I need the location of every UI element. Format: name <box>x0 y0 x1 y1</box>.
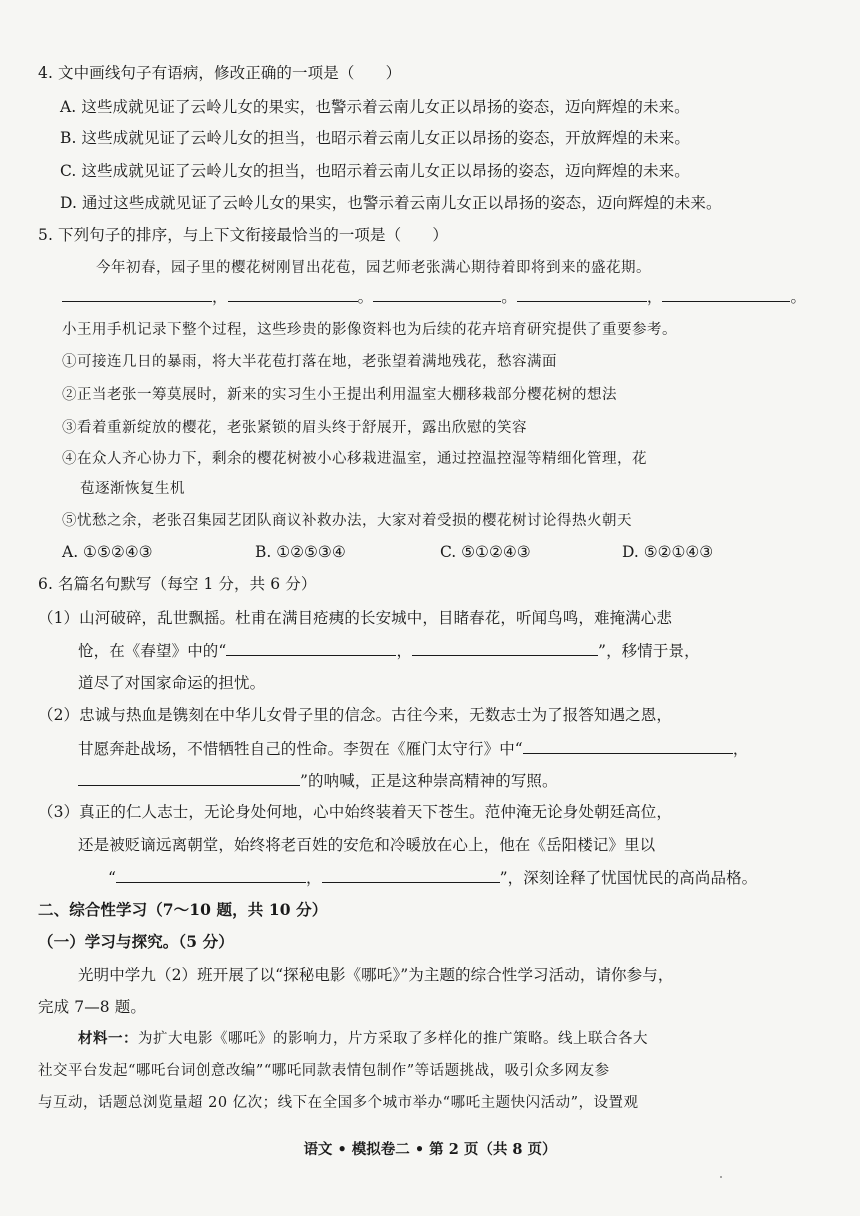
q6-part2-blank-2[interactable] <box>78 769 300 786</box>
q6-part3-line1: （3）真正的仁人志士，无论身处何地，心中始终装着天下苍生。范仲淹无论身处朝廷高位， <box>38 803 672 821</box>
q5-blank-4[interactable] <box>517 285 647 302</box>
q5-blank-3[interactable] <box>373 285 501 302</box>
page-footer: 语文 • 模拟卷二 • 第 2 页（共 8 页） <box>303 1141 557 1158</box>
q6-part3-sep: ， <box>306 869 322 887</box>
section2-intro-line2: 完成 7—8 题。 <box>38 998 146 1016</box>
q6-part2-sep: ， <box>732 740 749 758</box>
material1-text-1: 为扩大电影《哪吒》的影响力，片方采取了多样化的推广策略。线上联合各大 <box>138 1031 648 1047</box>
q5-option-b: B. ①②⑤③④ <box>255 543 346 561</box>
material1-line1 <box>78 1028 648 1050</box>
section2-intro-line1: 光明中学九（2）班开展了以“探秘电影《哪吒》”为主题的综合性学习活动，请你参与， <box>78 966 674 984</box>
q4-stem: 4. 文中画线句子有语病，修改正确的一项是（ ） <box>38 64 402 82</box>
q5-intro: 今年初春，园子里的樱花树刚冒出花苞，园艺师老张满心期待着即将到来的盛花期。 <box>96 260 651 276</box>
q6-part1-line1: （1）山河破碎，乱世飘摇。杜甫在满目疮痍的长安城中，目睹春花，听闻鸟鸣，难掩满心悲 <box>38 609 672 627</box>
q5-sentence-3: ③看着重新绽放的樱花，老张紧锁的眉头终于舒展开，露出欣慰的笑容 <box>62 420 527 436</box>
q6-part1-blank-1[interactable] <box>226 639 396 656</box>
q6-part2-line2 <box>78 737 748 760</box>
q5-sentence-4b: 苞逐渐恢复生机 <box>80 481 185 497</box>
q5-sep-3: 。 <box>501 288 517 306</box>
q5-outro: 小王用手机记录下整个过程，这些珍贵的影像资料也为后续的花卉培育研究提供了重要参考。 <box>62 322 677 338</box>
q5-sep-5: 。 <box>790 288 807 306</box>
section2-sub1: （一）学习与探究。（5 分） <box>38 932 234 951</box>
q6-part3-line3 <box>108 866 757 889</box>
q5-option-d: D. ⑤②①④③ <box>622 543 714 561</box>
q6-part2-text-b: ”的呐喊，正是这种崇高精神的写照。 <box>300 772 558 790</box>
speck <box>720 1176 722 1178</box>
section2-heading: 二、综合性学习（7～10 题，共 10 分） <box>38 900 328 919</box>
q6-part1-blank-2[interactable] <box>412 639 598 656</box>
q5-sep-1: ， <box>212 288 228 306</box>
q6-part3-line2: 还是被贬谪远离朝堂，始终将老百姓的安危和冷暖放在心上，他在《岳阳楼记》里以 <box>78 836 656 854</box>
q6-part3-text-c: ”，深刻诠释了忧国忧民的高尚品格。 <box>499 869 758 887</box>
material1-label: 材料一： <box>78 1030 138 1047</box>
q5-sep-2: 。 <box>357 288 374 306</box>
q5-blank-1[interactable] <box>62 285 212 302</box>
q4-option-a: A. 这些成就见证了云岭儿女的果实，也警示着云南儿女正以昂扬的姿态，迈向辉煌的未来。 <box>60 98 690 116</box>
q6-part1-text-a: 怆，在《春望》中的“ <box>78 642 227 660</box>
q5-option-a: A. ①⑤②④③ <box>62 543 153 561</box>
q5-blank-2[interactable] <box>228 285 358 302</box>
q6-part3-blank-2[interactable] <box>322 866 500 883</box>
q6-part2-line3 <box>78 769 558 792</box>
q6-stem: 6. 名篇名句默写（每空 1 分，共 6 分） <box>38 575 317 593</box>
q5-option-c: C. ⑤①②④③ <box>440 543 531 561</box>
material1-line2: 社交平台发起“哪吒台词创意改编”“哪吒同款表情包制作”等话题挑战，吸引众多网友参 <box>38 1063 610 1079</box>
q6-part3-blank-1[interactable] <box>116 866 306 883</box>
q5-stem: 5. 下列句子的排序，与上下文衔接最恰当的一项是（ ） <box>38 226 449 244</box>
q5-sentence-2: ②正当老张一筹莫展时，新来的实习生小王提出利用温室大棚移栽部分樱花树的想法 <box>62 387 617 403</box>
q6-part1-sep: ， <box>396 642 413 660</box>
q5-sep-4: ， <box>646 288 663 306</box>
q6-part2-blank-1[interactable] <box>523 737 733 754</box>
q5-sentence-1: ①可接连几日的暴雨，将大半花苞打落在地，老张望着满地残花，愁容满面 <box>62 354 557 370</box>
q6-part2-line1: （2）忠诚与热血是镌刻在中华儿女骨子里的信念。古往今来，无数志士为了报答知遇之恩， <box>38 706 672 724</box>
q4-option-b: B. 这些成就见证了云岭儿女的担当，也昭示着云南儿女正以昂扬的姿态，开放辉煌的未来。 <box>60 129 690 147</box>
q6-part3-quote-open: “ <box>108 869 117 887</box>
q6-part1-line3: 道尽了对国家命运的担忧。 <box>78 674 266 692</box>
q6-part2-text-a: 甘愿奔赴战场，不惜牺牲自己的性命。李贺在《雁门太守行》中“ <box>78 740 523 758</box>
q5-blank-5[interactable] <box>662 285 790 302</box>
q5-sentence-4a: ④在众人齐心协力下，剩余的樱花树被小心移栽进温室，通过控温控湿等精细化管理，花 <box>62 451 647 467</box>
q6-part1-line2 <box>78 639 700 662</box>
q5-blank-row <box>62 285 806 308</box>
material1-line3: 与互动，话题总浏览量超 20 亿次；线下在全国多个城市举办“哪吒主题快闪活动”，设置观 <box>38 1095 639 1111</box>
q4-option-c: C. 这些成就见证了云岭儿女的担当，也昭示着云南儿女正以昂扬的姿态，迈向辉煌的未来。 <box>60 162 690 180</box>
q4-option-d: D. 通过这些成就见证了云岭儿女的果实，也警示着云南儿女正以昂扬的姿态，迈向辉煌的未来。 <box>60 194 722 212</box>
q6-part1-text-c: ”，移情于景， <box>598 642 700 660</box>
q5-sentence-5: ⑤忧愁之余，老张召集园艺团队商议补救办法，大家对着受损的樱花树讨论得热火朝天 <box>62 513 632 529</box>
